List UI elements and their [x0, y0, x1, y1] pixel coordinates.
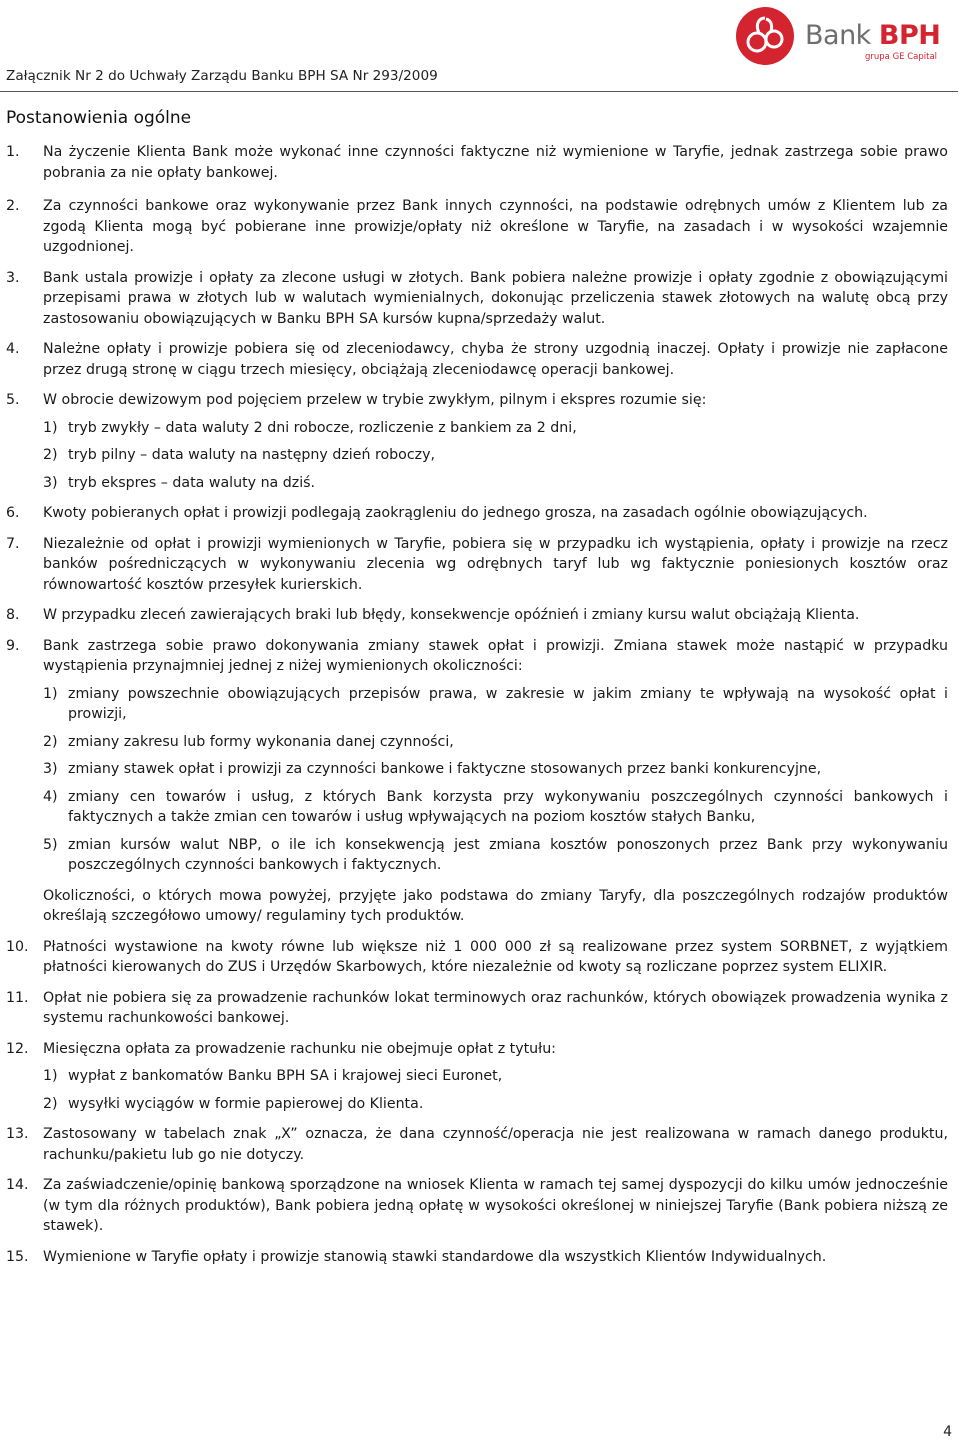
bank-logo	[735, 6, 950, 68]
provision-text: Na życzenie Klienta Bank może wykonać inne czynności faktyczne niż wymienione w Taryfie, jednak zastrzega sobie prawo pobrania za nie opłaty bankowej.	[43, 144, 948, 181]
sub-item-number: 1)	[43, 1068, 58, 1084]
sub-item-text: tryb ekspres – data waluty na dziś.	[68, 474, 316, 491]
bank-logo-icon	[735, 6, 795, 66]
sub-item-number: 5)	[43, 836, 58, 853]
provision-item	[0, 1175, 948, 1237]
provision-text: Opłat nie pobiera się za prowadzenie rachunków lokat terminowych oraz rachunków, których obowiązek prowadzenia wynika z systemu rachunkowości bankowej.	[43, 989, 948, 1026]
sub-item	[43, 418, 948, 439]
sub-item	[43, 1094, 948, 1115]
provision-number: 8.	[6, 607, 20, 623]
provision-text: Bank zastrzega sobie prawo dokonywania zmiany stawek opłat i prowizji. Zmiana stawek może nastąpić w przypadku wystąpienia przynajmniej jednej z niżej wymienionych okoliczności:	[43, 637, 948, 674]
provision-text: Za czynności bankowe oraz wykonywanie przez Bank innych czynności, na podstawie odrębnych umów z Klientem lub za zgodą Klienta mogą być pobierane inne prowizje/opłaty niż określone w Taryfie, na zasadach i w wysokości wzajemnie uzgodnionej.	[43, 198, 948, 255]
provision-text: Kwoty pobieranych opłat i prowizji podlegają zaokrągleniu do jednego grosza, na zasadach ogólnie obowiązujących.	[43, 505, 868, 521]
sub-item	[43, 787, 948, 828]
provision-item	[0, 1124, 948, 1165]
sub-item-number: 1)	[43, 419, 58, 436]
provision-item	[0, 142, 948, 183]
provision-number: 13.	[6, 1126, 29, 1142]
provision-text: Miesięczna opłata za prowadzenie rachunku nie obejmuje opłat z tytułu:	[43, 1040, 556, 1057]
sub-item	[43, 759, 948, 780]
section-title: Postanowienia ogólne	[6, 108, 192, 128]
provision-text: Bank ustala prowizje i opłaty za zlecone usługi w złotych. Bank pobiera należne prowizje i opłaty zgodnie z obowiązującymi przepisami prawa w złotych lub w walutach wymienialnych, dokonując przeliczenia stawek złotowych na walutę obcą przy zastosowaniu obowiązujących w Banku BPH SA kursów kupna/sprzedaży walut.	[43, 269, 948, 327]
provision-number: 3.	[6, 269, 20, 286]
sub-item	[43, 684, 948, 725]
bank-logo-text: Bank BPH	[805, 20, 941, 51]
sub-item-text: zmiany zakresu lub formy wykonania danej czynności,	[68, 733, 454, 750]
sub-item-text: wypłat z bankomatów Banku BPH SA i krajowej sieci Euronet,	[68, 1068, 503, 1084]
provision-item	[0, 534, 948, 596]
provision-item	[0, 390, 948, 493]
provision-item	[0, 988, 948, 1029]
provision-number: 4.	[6, 341, 20, 357]
sub-item-number: 2)	[43, 447, 58, 463]
sub-item-number: 3)	[43, 474, 58, 491]
provision-text: Zastosowany w tabelach znak „X” oznacza, że dana czynność/operacja nie jest realizowana w ramach danego produktu, rachunku/pakietu lub go nie dotyczy.	[43, 1126, 948, 1163]
sub-item-text: tryb pilny – data waluty na następny dzień roboczy,	[68, 447, 435, 463]
sub-item-text: zmiany cen towarów i usług, z których Bank korzysta przy wykonywaniu poszczególnych czynności bankowych i faktycznych a także zmian cen towarów i usług wpływających na poziom kosztów stałych Banku,	[68, 788, 948, 825]
provision-number: 7.	[6, 535, 20, 552]
sub-item-text: zmiany stawek opłat i prowizji za czynności bankowe i faktyczne stosowanych przez banki konkurencyjne,	[68, 761, 822, 777]
document-header-title: Załącznik Nr 2 do Uchwały Zarządu Banku BPH SA Nr 293/2009	[6, 68, 438, 84]
provision-text: Wymienione w Taryfie opłaty i prowizje stanowią stawki standardowe dla wszystkich Klientów Indywidualnych.	[43, 1248, 827, 1265]
sub-item	[43, 835, 948, 876]
provision-item	[0, 937, 948, 978]
provision-number: 14.	[6, 1177, 29, 1193]
provision-number: 9.	[6, 637, 20, 654]
sub-item	[43, 732, 948, 753]
provision-text: W obrocie dewizowym pod pojęciem przelew w trybie zwykłym, pilnym i ekspres rozumie się:	[43, 392, 707, 408]
provision-item	[0, 503, 948, 524]
page-number: 4	[943, 1424, 952, 1440]
provision-number: 15.	[6, 1248, 29, 1265]
provision-item	[0, 605, 948, 626]
sub-item-number: 2)	[43, 1095, 58, 1112]
provision-item	[0, 268, 948, 330]
provision-text: Za zaświadczenie/opinię bankową sporządzone na wniosek Klienta w ramach tej samej dyspozycji do kilku umów jednocześnie (w tym dla różnych produktów), Bank pobiera jedną opłatę w wysokości określonej w niniejszej Taryfie (Bank pobiera niższą ze stawek).	[43, 1177, 948, 1234]
sub-item	[43, 473, 948, 494]
sub-item-text: zmian kursów walut NBP, o ile ich konsekwencją jest zmiana kosztów ponoszonych przez Bank przy wykonywaniu poszczególnych czynności bankowych i faktycznych.	[68, 836, 948, 873]
provision-text: Należne opłaty i prowizje pobiera się od zleceniodawcy, chyba że strony uzgodnią inaczej. Opłaty i prowizje nie zapłacone przez drugą stronę w ciągu trzech miesięcy, obciążają zleceniodawcę operacji bankowej.	[43, 341, 948, 378]
header-divider	[0, 91, 958, 92]
provision-number: 1.	[6, 144, 20, 160]
provisions-list	[0, 142, 948, 1277]
sub-item-text: wysyłki wyciągów w formie papierowej do Klienta.	[68, 1095, 424, 1112]
provision-note: Okoliczności, o których mowa powyżej, przyjęte jako podstawa do zmiany Taryfy, dla poszczególnych rodzajów produktów określają szczegółowo umowy/ regulaminy tych produktów.	[43, 887, 948, 924]
provision-number: 10.	[6, 938, 29, 955]
provision-item	[0, 1039, 948, 1115]
sub-item-number: 1)	[43, 685, 58, 702]
provision-item	[0, 1247, 948, 1268]
sub-item	[43, 1066, 948, 1087]
bank-logo-tagline: grupa GE Capital	[865, 52, 938, 62]
provision-text: W przypadku zleceń zawierających braki lub błędy, konsekwencje opóźnień i zmiany kursu walut obciążają Klienta.	[43, 607, 860, 623]
sub-item	[43, 445, 948, 466]
sub-item-text: zmiany powszechnie obowiązujących przepisów prawa, w zakresie w jakim zmiany te wpływają na wysokość opłat i prowizji,	[68, 685, 948, 722]
provision-number: 11.	[6, 989, 29, 1006]
provision-item	[0, 636, 948, 927]
provision-item	[0, 339, 948, 380]
provision-number: 5.	[6, 392, 20, 408]
provision-number: 6.	[6, 505, 20, 521]
sub-item-number: 3)	[43, 761, 58, 777]
provision-number: 12.	[6, 1040, 29, 1057]
sub-item-number: 2)	[43, 733, 58, 750]
provision-item	[0, 196, 948, 258]
sub-item-number: 4)	[43, 788, 58, 805]
provision-number: 2.	[6, 198, 20, 214]
provision-text: Płatności wystawione na kwoty równe lub większe niż 1 000 000 zł są realizowane przez system SORBNET, z wyjątkiem płatności kierowanych do ZUS i Urzędów Skarbowych, które niezależnie od kwoty są rozliczane poprzez system ELIXIR.	[43, 938, 948, 975]
provision-text: Niezależnie od opłat i prowizji wymienionych w Taryfie, pobiera się w przypadku ich wystąpienia, opłaty i prowizje na rzecz banków pośredniczących w wykonywaniu zlecenia wg odrębnych taryf lub wg faktycznie poniesionych kosztów oraz równowartość kosztów przesyłek kurierskich.	[43, 535, 948, 593]
sub-item-text: tryb zwykły – data waluty 2 dni robocze, rozliczenie z bankiem za 2 dni,	[68, 419, 577, 436]
